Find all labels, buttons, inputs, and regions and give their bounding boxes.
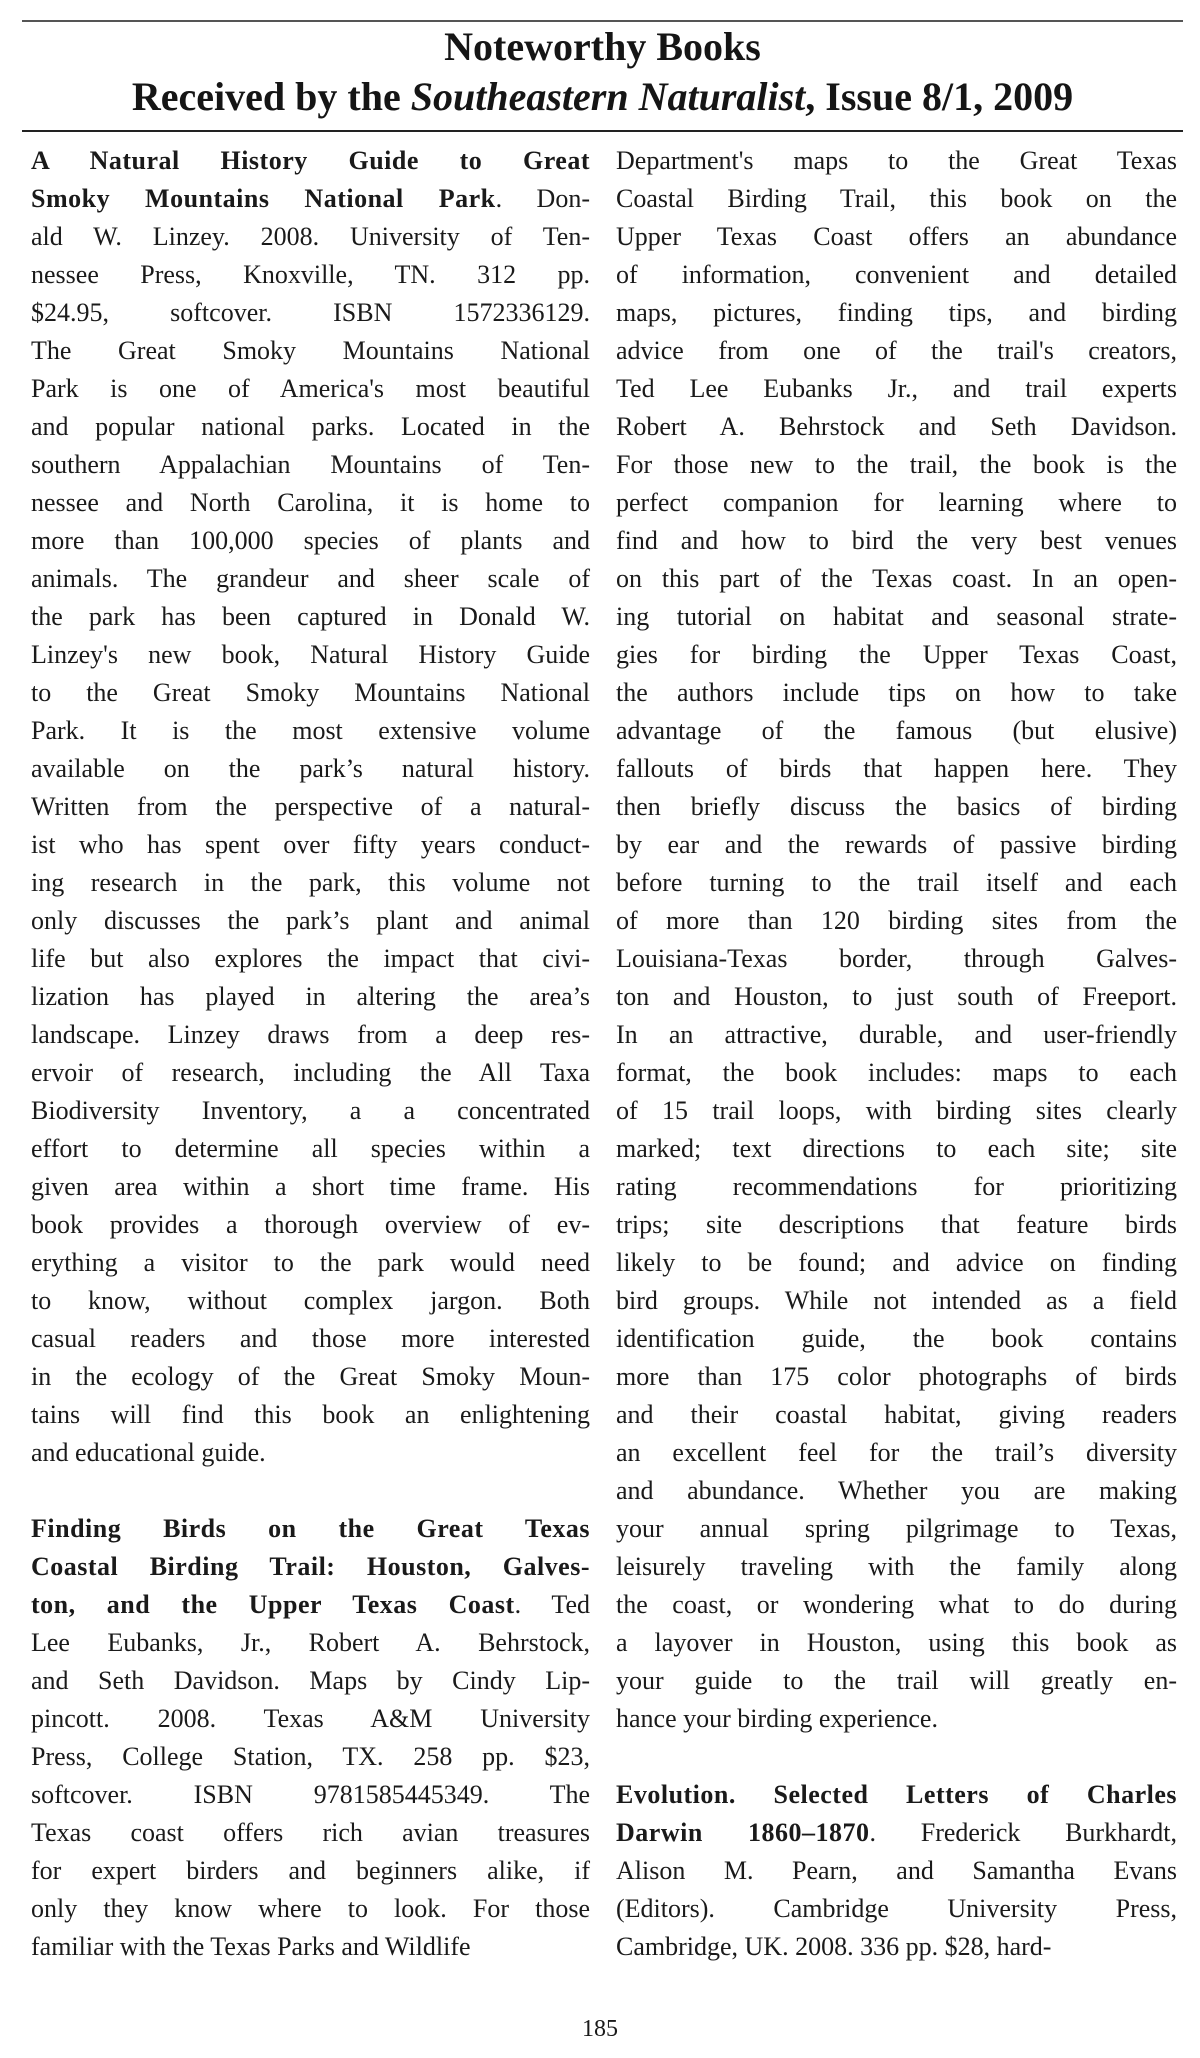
body-text: trips; site descriptions that feature birds [616, 1210, 1177, 1239]
text-line [616, 1700, 1177, 1738]
body-text: Park is one of America's most beautiful [31, 374, 590, 403]
body-text: in the ecology of the Great Smoky Moun- [31, 1362, 590, 1391]
body-text: an excellent feel for the trail’s diversity [616, 1438, 1177, 1467]
body-text: leisurely traveling with the family along [616, 1552, 1177, 1581]
text-line [31, 1548, 590, 1586]
body-text: ervoir of research, including the All Taxa [31, 1058, 590, 1087]
body-text: for expert birders and beginners alike, if [31, 1856, 590, 1885]
text-line [616, 1092, 1177, 1130]
text-line [616, 256, 1177, 294]
text-line [31, 712, 590, 750]
body-text: Biodiversity Inventory, a a concentrated [31, 1096, 590, 1125]
text-line [616, 1434, 1177, 1472]
text-line [616, 294, 1177, 332]
text-line [31, 674, 590, 712]
body-text: advantage of the famous (but elusive) [616, 716, 1177, 745]
text-line [616, 902, 1177, 940]
text-line [616, 1548, 1177, 1586]
body-text: . Don- [495, 184, 590, 213]
body-text: by ear and the rewards of passive birding [616, 830, 1177, 859]
text-line [616, 1206, 1177, 1244]
body-text: softcover. ISBN 9781585445349. The [31, 1780, 590, 1809]
body-text: advice from one of the trail's creators, [616, 336, 1177, 365]
body-text: identification guide, the book contains [616, 1324, 1177, 1353]
body-text: Written from the perspective of a natural- [31, 792, 590, 821]
body-text: gies for birding the Upper Texas Coast, [616, 640, 1177, 669]
book-title: Coastal Birding Trail: Houston, Galves- [31, 1552, 590, 1581]
text-line [31, 1852, 590, 1890]
body-text: Texas coast offers rich avian treasures [31, 1818, 590, 1847]
body-text: landscape. Linzey draws from a deep res- [31, 1020, 590, 1049]
left-column [31, 142, 590, 1966]
body-text: the authors include tips on how to take [616, 678, 1177, 707]
page-subtitle [22, 72, 1183, 122]
text-line [616, 1358, 1177, 1396]
text-line [616, 978, 1177, 1016]
text-line [31, 1472, 590, 1510]
journal-name: Southeastern Naturalist [410, 74, 806, 119]
body-text: more than 100,000 species of plants and [31, 526, 590, 555]
text-line [616, 1510, 1177, 1548]
text-line [31, 864, 590, 902]
book-title: ton, and the Upper Texas Coast [31, 1590, 515, 1619]
body-text: Ted Lee Eubanks Jr., and trail experts [616, 374, 1177, 403]
text-line [31, 1396, 590, 1434]
body-text: Department's maps to the Great Texas [616, 146, 1177, 175]
book-title: Smoky Mountains National Park [31, 184, 496, 213]
text-line [31, 522, 590, 560]
text-line [31, 370, 590, 408]
text-line [31, 1206, 590, 1244]
page-title: Noteworthy Books [444, 24, 761, 69]
text-line [616, 1282, 1177, 1320]
body-text: of more than 120 birding sites from the [616, 906, 1177, 935]
body-text: to know, without complex jargon. Both [31, 1286, 590, 1315]
body-text: ald W. Linzey. 2008. University of Ten- [31, 222, 590, 251]
text-line [616, 370, 1177, 408]
text-line [616, 826, 1177, 864]
body-text: fallouts of birds that happen here. They [616, 754, 1177, 783]
body-text: For those new to the trail, the book is the [616, 450, 1177, 479]
text-line [616, 940, 1177, 978]
text-line [31, 826, 590, 864]
body-text: given area within a short time frame. His [31, 1172, 590, 1201]
body-text: and popular national parks. Located in the [31, 412, 590, 441]
text-line [616, 788, 1177, 826]
text-line [31, 332, 590, 370]
text-line [31, 1168, 590, 1206]
text-line [616, 1130, 1177, 1168]
text-line [31, 788, 590, 826]
body-text: before turning to the trail itself and each [616, 868, 1177, 897]
body-text: Alison M. Pearn, and Samantha Evans [616, 1856, 1177, 1885]
body-text: the park has been captured in Donald W. [31, 602, 590, 631]
body-text: pincott. 2008. Texas A&M University [31, 1704, 590, 1733]
text-line [616, 1852, 1177, 1890]
body-text: rating recommendations for prioritizing [616, 1172, 1177, 1201]
text-line [31, 1814, 590, 1852]
body-text: life but also explores the impact that civi- [31, 944, 590, 973]
book-title: A Natural History Guide to Great [31, 146, 590, 175]
body-text: of 15 trail loops, with birding sites clearly [616, 1096, 1177, 1125]
text-line [31, 940, 590, 978]
body-text: erything a visitor to the park would need [31, 1248, 590, 1277]
body-text: Coastal Birding Trail, this book on the [616, 184, 1177, 213]
text-line [31, 1282, 590, 1320]
text-line [616, 1662, 1177, 1700]
text-line [616, 1168, 1177, 1206]
body-text: tains will find this book an enlightening [31, 1400, 590, 1429]
text-line [31, 750, 590, 788]
body-text: nessee Press, Knoxville, TN. 312 pp. [31, 260, 590, 289]
body-text: maps, pictures, finding tips, and birding [616, 298, 1177, 327]
body-text: nessee and North Carolina, it is home to [31, 488, 590, 517]
body-text: marked; text directions to each site; site [616, 1134, 1177, 1163]
text-line [31, 180, 590, 218]
text-line [616, 218, 1177, 256]
body-text: Cambridge, UK. 2008. 336 pp. $28, hard- [616, 1932, 1052, 1961]
text-line [31, 484, 590, 522]
text-line [31, 142, 590, 180]
body-text: Robert A. Behrstock and Seth Davidson. [616, 412, 1177, 441]
body-text: . Frederick Burkhardt, [869, 1818, 1178, 1847]
body-text: and Seth Davidson. Maps by Cindy Lip- [31, 1666, 590, 1695]
text-line [616, 180, 1177, 218]
body-text: familiar with the Texas Parks and Wildlife [31, 1932, 471, 1961]
text-line [616, 1586, 1177, 1624]
text-line [31, 1244, 590, 1282]
text-line [31, 1890, 590, 1928]
body-text: ton and Houston, to just south of Freeport. [616, 982, 1177, 1011]
body-text: In an attractive, durable, and user-friendly [616, 1020, 1177, 1049]
body-text: ing tutorial on habitat and seasonal strate- [616, 602, 1177, 631]
body-text: and their coastal habitat, giving readers [616, 1400, 1177, 1429]
book-title: Darwin 1860–1870 [616, 1818, 870, 1847]
body-text: format, the book includes: maps to each [616, 1058, 1177, 1087]
text-line [616, 1396, 1177, 1434]
text-line [31, 446, 590, 484]
text-line [31, 598, 590, 636]
text-line [616, 1054, 1177, 1092]
body-text: Upper Texas Coast offers an abundance [616, 222, 1177, 251]
book-title: Evolution. Selected Letters of Charles [616, 1780, 1177, 1809]
text-line [616, 1928, 1177, 1966]
text-line [616, 522, 1177, 560]
body-text: casual readers and those more interested [31, 1324, 590, 1353]
right-column [616, 142, 1177, 1966]
body-text: bird groups. While not intended as a field [616, 1286, 1177, 1315]
text-line [31, 1092, 590, 1130]
body-text: Louisiana-Texas border, through Galves- [616, 944, 1177, 973]
text-line [31, 560, 590, 598]
body-text: perfect companion for learning where to [616, 488, 1177, 517]
text-line [616, 1738, 1177, 1776]
subtitle-suffix: , Issue 8/1, 2009 [805, 74, 1074, 119]
text-line [31, 1586, 590, 1624]
body-text: only they know where to look. For those [31, 1894, 590, 1923]
text-line [31, 1054, 590, 1092]
text-line [31, 1624, 590, 1662]
body-text: book provides a thorough overview of ev- [31, 1210, 590, 1239]
text-line [616, 864, 1177, 902]
body-text: hance your birding experience. [616, 1704, 938, 1733]
text-line [616, 1624, 1177, 1662]
body-text: more than 175 color photographs of birds [616, 1362, 1177, 1391]
body-text: then briefly discuss the basics of birding [616, 792, 1177, 821]
body-text: a layover in Houston, using this book as [616, 1628, 1177, 1657]
text-line [616, 446, 1177, 484]
text-line [31, 1320, 590, 1358]
header-bottom-rule [22, 130, 1183, 132]
text-line [616, 1776, 1177, 1814]
body-text: and educational guide. [31, 1438, 266, 1467]
body-text: effort to determine all species within a [31, 1134, 590, 1163]
text-line [31, 1662, 590, 1700]
page-number: 185 [582, 2016, 618, 2042]
text-line [31, 902, 590, 940]
text-line [31, 294, 590, 332]
text-line [616, 1472, 1177, 1510]
body-text: to the Great Smoky Mountains National [31, 678, 590, 707]
text-line [616, 636, 1177, 674]
text-line [616, 332, 1177, 370]
body-text: find and how to bird the very best venues [616, 526, 1177, 555]
text-line [31, 408, 590, 446]
text-line [616, 1890, 1177, 1928]
body-text: available on the park’s natural history. [31, 754, 590, 783]
text-line [616, 674, 1177, 712]
text-line [616, 560, 1177, 598]
text-line [31, 978, 590, 1016]
text-line [31, 1510, 590, 1548]
text-line [31, 218, 590, 256]
text-line [616, 1320, 1177, 1358]
body-text: and abundance. Whether you are making [616, 1476, 1177, 1505]
subtitle-prefix: Received by the [131, 74, 411, 119]
body-text: southern Appalachian Mountains of Ten- [31, 450, 590, 479]
text-line [31, 1358, 590, 1396]
text-line [31, 1016, 590, 1054]
body-text: ing research in the park, this volume not [31, 868, 590, 897]
text-line [31, 636, 590, 674]
text-line [616, 142, 1177, 180]
text-line [616, 712, 1177, 750]
body-text: ist who has spent over fifty years conduct- [31, 830, 590, 859]
text-line [31, 1776, 590, 1814]
page-header [22, 22, 1183, 122]
body-text: Press, College Station, TX. 258 pp. $23, [31, 1742, 590, 1771]
text-line [616, 484, 1177, 522]
body-text: of information, convenient and detailed [616, 260, 1177, 289]
body-text: (Editors). Cambridge University Press, [616, 1894, 1177, 1923]
text-line [31, 256, 590, 294]
body-text: Park. It is the most extensive volume [31, 716, 590, 745]
body-text: your annual spring pilgrimage to Texas, [616, 1514, 1177, 1543]
text-line [616, 1016, 1177, 1054]
text-line [616, 408, 1177, 446]
body-text: . Ted [514, 1590, 591, 1619]
body-text: only discusses the park’s plant and animal [31, 906, 590, 935]
text-line [31, 1700, 590, 1738]
text-line [31, 1130, 590, 1168]
text-line [616, 1244, 1177, 1282]
text-line [31, 1738, 590, 1776]
body-text: Lee Eubanks, Jr., Robert A. Behrstock, [31, 1628, 590, 1657]
body-text: Linzey's new book, Natural History Guide [31, 640, 590, 669]
body-text: animals. The grandeur and sheer scale of [31, 564, 590, 593]
text-line [616, 750, 1177, 788]
text-line [616, 598, 1177, 636]
body-text: the coast, or wondering what to do during [616, 1590, 1177, 1619]
body-text: on this part of the Texas coast. In an open- [616, 564, 1177, 593]
body-text: $24.95, softcover. ISBN 1572336129. [31, 298, 590, 327]
body-text: lization has played in altering the area’s [31, 982, 590, 1011]
body-text: The Great Smoky Mountains National [31, 336, 590, 365]
text-line [31, 1928, 590, 1966]
body-text: your guide to the trail will greatly en- [616, 1666, 1177, 1695]
book-title: Finding Birds on the Great Texas [31, 1514, 590, 1543]
body-text: likely to be found; and advice on finding [616, 1248, 1177, 1277]
text-line [31, 1434, 590, 1472]
text-line [616, 1814, 1177, 1852]
